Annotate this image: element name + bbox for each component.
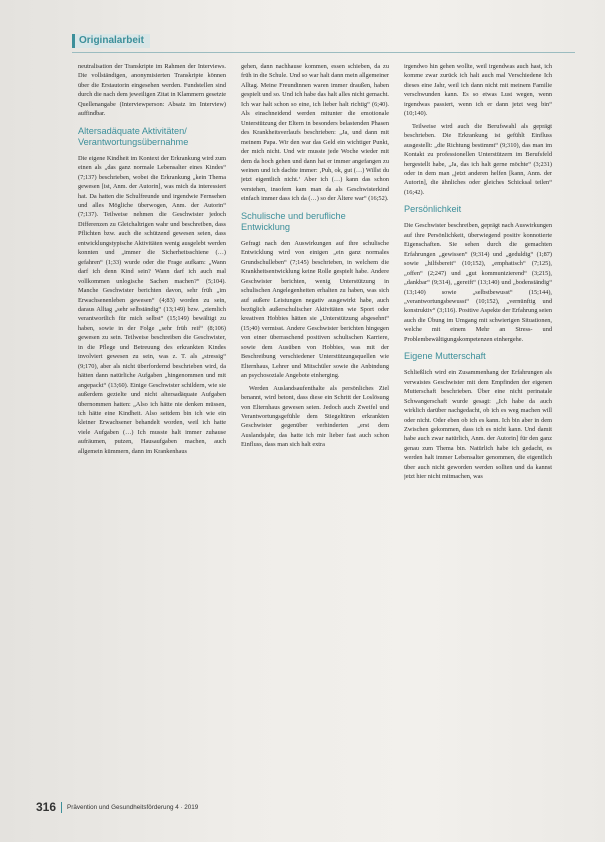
page-number: 316 [36, 800, 57, 814]
journal-citation: Prävention und Gesundheitsförderung 4 · 2019 [67, 803, 199, 811]
paragraph: irgendwo hin gehen wollte, weil irgendwas auch hast, ich komme zwar zurück ich halt auch mal Verschiedene Ich dieses eine Jahr, weil ich dann nicht mit meinem Familie verschwunden kann. Es so etwas Lust wegen, wenn irgendwas passiert, wenn ich er dann jetzt weg bin“ (10;140). [404, 63, 552, 118]
text-column-left [78, 62, 226, 797]
paragraph: Schließlich wird ein Zusammenhang der Erfahrungen als verwaistes Geschwister mit dem Empfinden der eigenen Mutterschaft beschrieben. Über eine nicht perinatale Schwangerschaft wurde gesagt: „Ich habe da auch wirklich darüber nachgedacht, ob ich es weg machen will oder nicht. Oder eben ob ich es kann. Ich bin aber in dem Zwischen gekommen, dass ich es nicht kann. Und damit habe auch zwar natürlich, Anm. der Autorin] für den ganz genau zum Thema bin. Natürlich habe ich gedacht, es werden halt immer Lebensalter genommen, die eigentlich über auch nicht geworden werden sollten und da kannst jetzt hier nicht mitmachen, was [404, 369, 552, 481]
text-column-right [404, 62, 552, 797]
footer-divider [61, 802, 62, 813]
paragraph: Teilweise wird auch die Berufswahl als geprägt beschrieben. Die Erkrankung ist gefühlt Einfluss ausgestellt: „die Richtung bestimmt“ (9;310), das man im Kontakt zu professionellen Unterstützern im Berufsfeld hergestellt habe, „Ja, das ich halt gerne möchte“ (3;231) oder in dem man „jetzt anderen helfen [kann, Anm. der Autorin], die ähnliches oder gleiches Schicksal teilen“ (16;42). [404, 122, 552, 196]
paragraph: gehen, dann nachhause kommen, essen schieben, da zu früh in die Schule. Und so war halt dann mein allgemeiner Alltag. Meine Freundinnen waren immer draußen, haben gespielt und so. Und ich habe das halt alles nicht gemacht. Ich war halt schon so eine, ich lieber halt richtig“ (6;40). Als einschneidend werden mitunter die emotionale Unterstützung der Eltern in besonders belastenden Phasen des Krankheitsverlaufs beschrieben: „Ja, und dann mit meinem Papa. Wir den war das Geld ein wichtiger Punkt, der mich nicht. Und wir musste jede Woche wieder mit dem da hoch gehen und dann hat er immer angefangen zu weinen und ich dachte immer: ‚Puh, ok, gut (…) Willst du jetzt eigentlich nicht.‘ Aber ich (…) kann das schon verstehen, insofern kam man da als Geschwisterkind einfach immer dass ich da (…) so der Ältere war“ (16;52). [241, 63, 389, 203]
section-heading-activities: Altersadäquate Aktivitäten/ Verantwortungsübernahme [78, 125, 189, 147]
page-footer [36, 800, 198, 814]
paragraph: Die Geschwister beschreiben, geprägt nach Auswirkungen auf ihre Persönlichkeit, überwiegend positiv konnotierte Eigenschaften. Sie sehen durch die gemachten Erfahrungen „gewissen“ (9;314) und „geduldig“ (1;87) sowie „hilfsbereit“ (10;152), „emphatisch“ (7;125), „offen“ (2;247) und „gut kommunizierend“ (3;215), „dankbar“ (9;314), „gereift“ (13;140) und „bodenständig“ (13;140) sowie „selbstbewusst“ (15;144), „verantwortungsbewusst“ (10;152), „vernünftig und konstruktiv“ (3;116). Positive Aspekte der Erfahrung seien auch die Übung im Umgang mit schwierigen Situationen, welche mit einem Mehr an Stress- und Problembewältigungskompetenzen einhergehe. [404, 222, 552, 343]
section-label: Originalarbeit [72, 34, 150, 48]
section-heading-personality: Persönlichkeit [404, 204, 462, 215]
paragraph: neutralisation der Transkripte im Rahmen der Interviews. Die vollständigen, anonymisierten Transkripte können über die Erstautorin eingesehen werden. Fundstellen sind durch die nach dem jeweiligen Zitat in Klammern gesetzte Quellenangabe (Interviewperson: Absatz im Interview) auffindbar. [78, 63, 226, 118]
paragraph: Werden Auslandsaufenthalte als persönliches Ziel benannt, wird betont, dass diese ein Schritt der Loslösung von Elternhaus gewesen seien. Jedoch auch Zweifel und Verantwortungsgefühle dem Stiegeltüren erkrankten Geschwister gegenüber verhinderten „erst dem Auslandsjahr, das hatte ich mir lieber fast auch schon Einfluss, dass man sich halt extra [241, 384, 389, 449]
header-rule [72, 52, 575, 53]
paragraph: Die eigene Kindheit im Kontext der Erkrankung wird zum einen als „das ganz normale Lebensalter eines Kindes“ (7;137) beschrieben, wobei die Erkrankung „kein Thema gewesen [ist, Anm. der Autorin], was mich da interessiert hat. Da hatten die Schulfreunde und irgendwie Fernsehen und alles Mögliche überwogen, Anm. der Autorin“ (7;137). Teilweise nehmen die Geschwister jedoch Differenzen zu Gleichaltrigen wahr und beschreiben, dass Pflichten bzw. auch die schützend gewesen seien, dass entwicklungstypische Aktivitäten wenig ausgelebt werden konnten und „immer die Sicherheitsschiene (…) gefahren“ (1;33) wurde oder die Frage aufkam: „Wann darf ich denn Kind sein? Wann darf ich auch mal vollkommen unlogische Sachen machen?“ (5;104). Manche Geschwister berichten davon, sehr früh „im Erwachsenenleben gewesen“ (4;83) worden zu sein, daraus Alltag „sehr selbständig“ (13;149) bzw. „ziemlich verantwortlich für mich selbst“ (15;149) bewältigt zu haben, sowie in der Folge „sehr früh reif“ (8;106) gewesen zu sein. Teilweise beschreiben die Geschwister, in die Pflege und Betreuung des erkrankten Kindes involviert gewesen zu sein, was z. T. als „stressig“ (9;170), aber als nicht überfordernd beschrieben wird, da hätten dann natürliche Aufgaben „hingenommen und mit angepackt“ (13;60). Einige Geschwister schildern, wie sie außerdem gezielte und nicht altersadäquate Aufgaben übernommen hatten: „Also ich hätte nie denken müssen, ich hätte eine Kindheit. Also seitdem bin ich wie ein kleiner Erwachsener behandelt worden, weil ich hatte viele Aufgaben (…) Ich musste halt immer zuhause aufräumen, putzen, Hausaufgaben machen, auch allgemein kümmern, dann im Krankenhaus [78, 154, 226, 455]
section-heading-motherhood: Eigene Mutterschaft [404, 351, 486, 362]
text-column-middle [241, 62, 389, 797]
section-heading-school: Schulische und berufliche Entwicklung [241, 210, 346, 232]
paragraph: Gefragt nach den Auswirkungen auf ihre schulische Entwicklung wird von einigen „ein ganz normales Grundschulleben“ (7;145) beschrieben, in welchem die Krankheitsentwicklung keine Rolle gespielt habe. Andere Geschwister berichten, wenig Unterstützung in schulischen Angelegenheiten erhalten zu haben, was sich auf außere Leistungen negativ ausgewirkt habe, auch bezüglich außerschulischer Aktivitäten wie Sport oder kreativen Hobbies hätten sie „Unterstützung abgesehnt“ (15;40) vermisst. Andere Geschwister berichten hingegen von einer überraschend positiven schulischen Karriere, sowie dem Ausüben von Hobbies, was mit der Beschreibung verschiedener Unterstützungsquellen wie Elternhaus, Lehrer und Mitschüler sowie die Anbindung an psychosoziale Angebote einherging. [241, 239, 389, 380]
